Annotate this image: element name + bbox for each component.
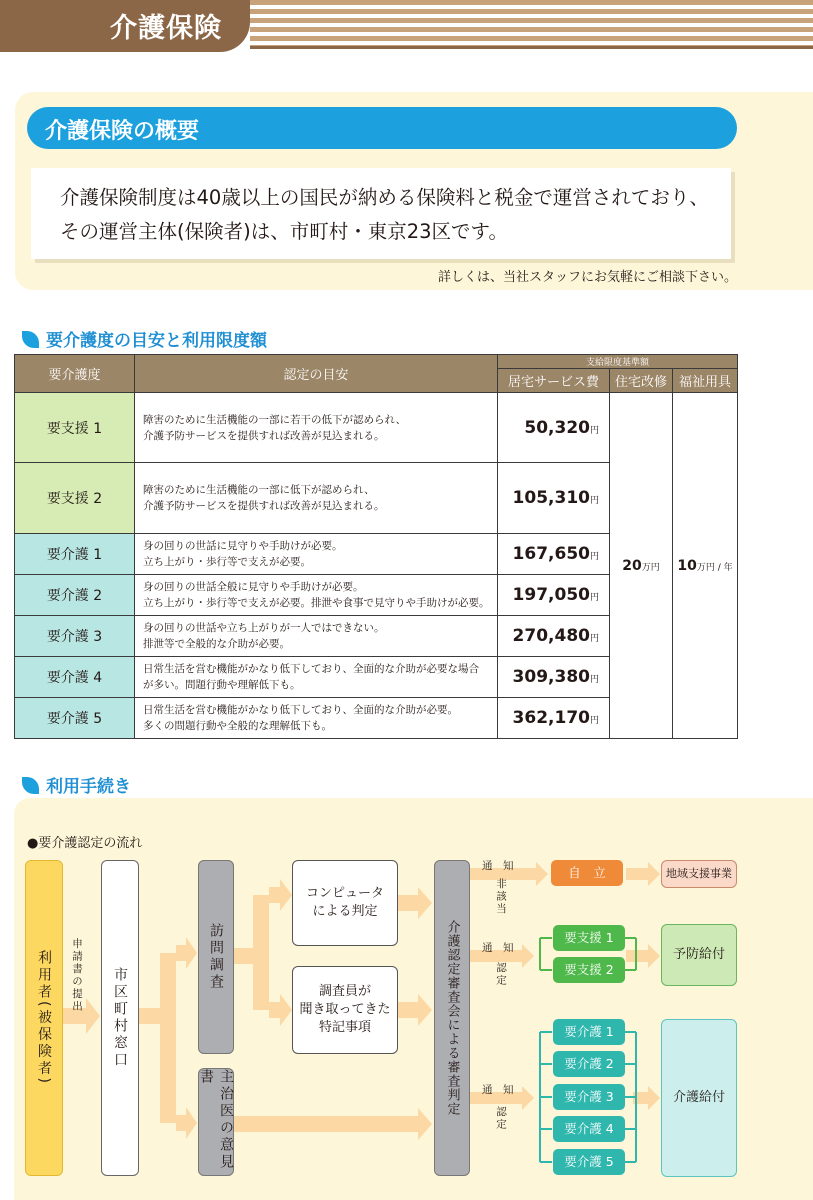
care-2-pill: 要介護 2 bbox=[553, 1051, 625, 1077]
criteria-line: 身の回りの世話全般に見守りや手助けが必要。 bbox=[143, 581, 364, 593]
computer-line: コンピュータ bbox=[305, 886, 384, 901]
criteria-line: 日常生活を営む機能がかなり低下しており、全面的な介助が必要な場合 bbox=[143, 663, 479, 675]
header-limit-group: 支給限度基準額 bbox=[498, 355, 738, 369]
level-cell: 要介護 5 bbox=[15, 698, 135, 739]
care-4-pill: 要介護 4 bbox=[553, 1116, 625, 1142]
amount-unit: 円 bbox=[589, 634, 599, 644]
notice-label: 通 知 bbox=[482, 860, 514, 872]
criteria-line: 障害のために生活機能の一部に若干の低下が認められ、 bbox=[143, 413, 407, 426]
criteria-line: 排泄等で全般的な介助が必要。 bbox=[143, 638, 290, 650]
investigator-line: 特記事項 bbox=[318, 1020, 371, 1035]
criteria-line: 立ち上がり・歩行等で支えが必要。排泄や食事で見守りや手助けが必要。 bbox=[143, 597, 490, 609]
level-cell: 要支援 2 bbox=[15, 463, 135, 534]
page-title: 介護保険 bbox=[110, 13, 222, 44]
certified-label: 認定 bbox=[495, 1106, 507, 1131]
certified-label: 認定 bbox=[495, 962, 507, 987]
criteria-line: 身の回りの世話に見守りや手助けが必要。 bbox=[143, 540, 343, 552]
criteria-line: 多くの問題行動や全般的な理解低下も。 bbox=[143, 720, 332, 732]
renovation-value: 20 bbox=[622, 557, 642, 574]
computer-judgement-box bbox=[292, 860, 398, 946]
amount-value: 362,170 bbox=[512, 708, 590, 728]
overview-note: 詳しくは、当社スタッフにお気軽にご相談下さい。 bbox=[437, 270, 737, 285]
care-benefit-box: 介護給付 bbox=[661, 1019, 737, 1177]
notice-label: 通 知 bbox=[482, 1084, 514, 1096]
criteria-line: 障害のために生活機能の一部に低下が認められ、 bbox=[143, 484, 375, 496]
support-1-pill: 要支援 1 bbox=[553, 925, 625, 951]
level-cell: 要介護 2 bbox=[15, 575, 135, 616]
header-welfare-equipment: 福祉用具 bbox=[673, 369, 738, 393]
criteria-line: 身の回りの世話や立ち上がりが一人ではできない。 bbox=[143, 622, 385, 634]
amount-unit: 円 bbox=[589, 716, 599, 726]
criteria-line: 介護予防サービスを提供すれば改善が見込まれる。 bbox=[143, 429, 385, 442]
overview-line-2: その運営主体(保険者)は、市町村・東京23区です。 bbox=[60, 220, 508, 243]
support-2-pill: 要支援 2 bbox=[553, 957, 625, 983]
overview-heading: 介護保険の概要 bbox=[45, 119, 200, 144]
independent-pill: 自 立 bbox=[551, 860, 623, 886]
amount-value: 167,650 bbox=[512, 544, 590, 564]
computer-line: による判定 bbox=[312, 904, 378, 919]
user-box: 利用者(被保険者) bbox=[25, 860, 63, 1176]
overview-line-1: 介護保険制度は40歳以上の国民が納める保険料と税金で運営されており、 bbox=[60, 186, 709, 209]
home-visit-box: 訪問調査 bbox=[198, 860, 234, 1054]
procedure-heading-text: 利用手続き bbox=[46, 777, 131, 797]
amount-unit: 円 bbox=[589, 675, 599, 685]
prevention-benefit-box: 予防給付 bbox=[661, 924, 737, 986]
levels-heading-text: 要介護度の目安と利用限度額 bbox=[46, 331, 267, 351]
doctor-opinion-box: 主治医の意見書 bbox=[198, 1068, 234, 1176]
amount-value: 270,480 bbox=[512, 626, 590, 646]
level-cell: 要介護 1 bbox=[15, 534, 135, 575]
care-5-pill: 要介護 5 bbox=[553, 1149, 625, 1175]
amount-unit: 円 bbox=[589, 496, 599, 506]
not-applicable-label: 非該当 bbox=[495, 878, 507, 916]
amount-unit: 円 bbox=[589, 593, 599, 603]
investigator-notes-box bbox=[292, 966, 398, 1054]
community-support-box: 地域支援事業 bbox=[661, 860, 737, 888]
criteria-line: が多い。問題行動や理解低下も。 bbox=[143, 679, 301, 691]
investigator-line: 聞き取ってきた bbox=[299, 1002, 391, 1017]
criteria-line: 日常生活を営む機能がかなり低下しており、全面的な介助が必要。 bbox=[143, 704, 458, 716]
care-1-pill: 要介護 1 bbox=[553, 1019, 625, 1045]
apply-label: 申請書の提出 bbox=[71, 938, 83, 1013]
care-3-pill: 要介護 3 bbox=[553, 1084, 625, 1110]
level-cell: 要介護 3 bbox=[15, 616, 135, 657]
welfare-unit: 万円 / 年 bbox=[696, 562, 733, 573]
flow-caption: ●要介護認定の流れ bbox=[27, 836, 143, 851]
amount-unit: 円 bbox=[589, 552, 599, 562]
amount-value: 50,320 bbox=[524, 417, 590, 438]
committee-box: 介護認定審査会による審査判定 bbox=[434, 860, 470, 1176]
criteria-line: 立ち上がり・歩行等で支えが必要。 bbox=[143, 556, 311, 568]
header-criteria: 認定の目安 bbox=[135, 355, 498, 393]
renovation-unit: 万円 bbox=[641, 562, 660, 573]
city-office-box: 市区町村窓口 bbox=[101, 860, 139, 1176]
level-cell: 要支援 1 bbox=[15, 393, 135, 463]
investigator-line: 調査員が bbox=[318, 984, 371, 999]
level-cell: 要介護 4 bbox=[15, 657, 135, 698]
header-renovation: 住宅改修 bbox=[610, 369, 673, 393]
notice-label: 通 知 bbox=[482, 942, 514, 954]
welfare-value: 10 bbox=[677, 557, 697, 574]
amount-unit: 円 bbox=[589, 425, 599, 436]
amount-value: 105,310 bbox=[512, 488, 590, 508]
header-home-service: 居宅サービス費 bbox=[498, 369, 610, 393]
header-level: 要介護度 bbox=[15, 355, 135, 393]
amount-value: 309,380 bbox=[512, 667, 590, 687]
criteria-line: 介護予防サービスを提供すれば改善が見込まれる。 bbox=[143, 500, 385, 512]
amount-value: 197,050 bbox=[512, 585, 590, 605]
